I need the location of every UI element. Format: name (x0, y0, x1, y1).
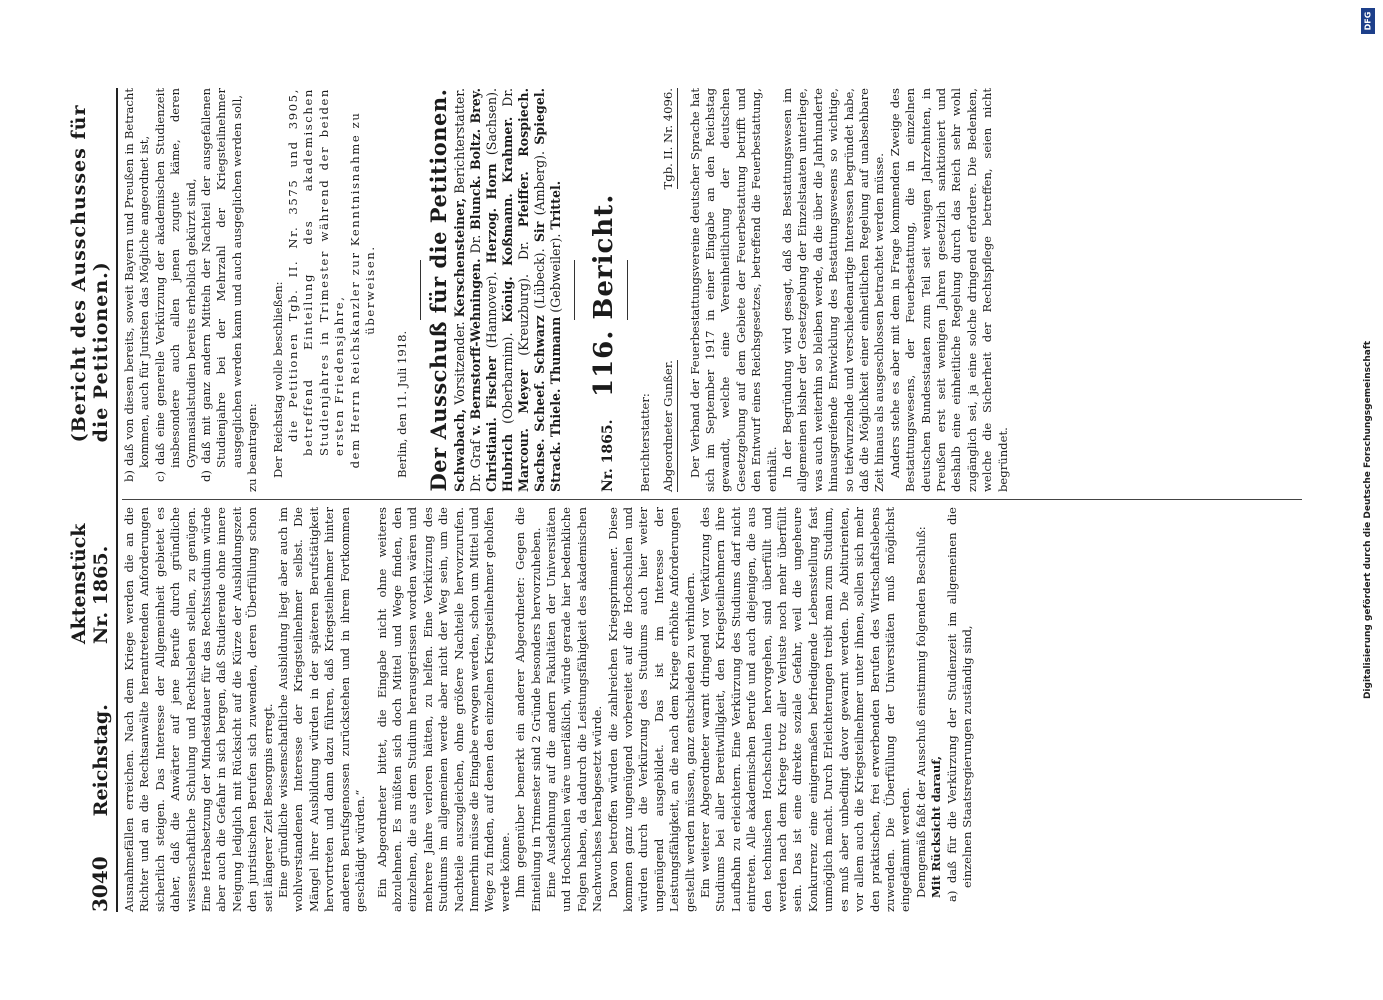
paragraph: Eine gründliche wissenschaftliche Ausbildung liegt aber auch im wohlverstandenen Interesse der Kriegsteilnehmer selbst. Die Mängel ihrer Ausbildung würden in der späteren Berufstätigkeit hervortreten und dann dazu führen, daß Kriegsteilnehmer hinter anderen Berufsgenossen zurückstehen und in ihrem Fortkommen geschädigt würden.“ (275, 507, 367, 912)
paragraph: Eine Ausdehnung auf die andern Fakultäten der Universitäten und Hochschulen wäre unerläßlich, würde gerade hier bedenkliche Folgen haben, da dadurch die Leistungsfähigkeit des akademischen Nachwuchses herabgesetzt würde. (543, 507, 604, 912)
dfg-logo: DFG (1361, 8, 1375, 34)
list-item: b) daß von diesen bereits, soweit Bayern und Preußen in Betracht kommen, auch für Juristen das Mögliche angeordnet ist, (121, 88, 151, 482)
petition-text: die Petitionen Tgb. II. Nr. 3575 und 3905, betreffend Einteilung des akademischen Studienjahres in Trimester während der beiden ersten Friedensjahre, (285, 88, 346, 456)
ausschuss-heading: Der Ausschuß für die Petitionen. (425, 88, 451, 492)
paragraph-bold: Mit Rücksicht darauf, (928, 755, 943, 898)
right-column (122, 88, 1302, 492)
tagebuch-number: Tgb. II. Nr. 4096. (661, 88, 677, 189)
separator (419, 260, 420, 320)
paragraph: Der Verband der Feuerbestattungsvereine deutscher Sprache hat sich im September 1917 in einer Eingabe an den Reichstag gewandt, welche eine Vereinheitlichung der deutschen Gesetzgebung auf dem Gebiete der Feuerbestattung betrifft und den Entwurf eines Reichsgesetzes, betreffend die Feuerbestattung, enthält. (687, 88, 779, 492)
paragraph: Ein weiterer Abgeordneter warnt dringend vor Verkürzung des Studiums bei aller Bereitwilligkeit, den Kriegsteilnehmern ihre Laufbahn zu erleichtern. Eine Verkürzung des Studiums darf nicht eintreten. Alle akademischen Berufe und auch diejenigen, die aus den technischen Hochschulen hervorgehen, sind überfüllt und werden nach dem Kriege trotz aller Verluste noch mehr überfüllt sein. Das ist eine direkte soziale Gefahr, weil die ungeheure Konkurrenz eine einigermaßen befriedigende Lebensstellung fast unmöglich macht. Durch Erleichterungen treibt man zum Studium, es muß aber unbedingt davor gewarnt werden. Die Abiturienten, vor allem auch die Kriegsteilnehmer unter ihnen, sollen sich mehr den praktischen, frei erwerbenden Berufen des Wirtschaftslebens zuwenden. Die Überfüllung der Universitäten muß möglichst eingedämmt werden. (697, 507, 912, 912)
header-bericht: (Bericht des Ausschusses für die Petitionen.) (67, 104, 112, 443)
left-column (122, 507, 1302, 912)
bericht-heading: 116. Bericht. (588, 193, 619, 397)
paragraph: Ausnahmefällen erreichen. Nach dem Kriege werden die an die Richter und an die Rechtsanwälte herantretenden Anforderungen sicherlich steigen. Das Interesse der Allgemeinheit gebietet es daher, daß die Anwärter auf jene Berufe durch gründliche wissenschaftliche Schulung und Rechtsleben stellen, zu genügen. Eine Herabsetzung der Mindestdauer für das Rechtsstudium würde aber auch die Gefahr in sich bergen, daß Studierende ohne innere Neigung lediglich mit Rücksicht auf die Kürze der Ausbildungszeit den juristischen Berufen sich zuwenden, deren Überfüllung schon seit längerer Zeit Besorgnis erregt. (121, 507, 275, 912)
paragraph: Demgemäß faßt der Ausschuß einstimmig folgenden Beschluß: (913, 526, 928, 898)
list-item: c) daß eine generelle Verkürzung der akademischen Studienzeit insbesondere auch allen jenen zugute käme, deren Gymnasialstudien bereits erheblich gekürzt sind, (152, 88, 198, 482)
digitization-stamp (1359, 0, 1377, 1000)
rotated-page (67, 70, 1312, 930)
page-number: 3040 (87, 856, 112, 912)
header-reichstag: Reichstag. (89, 704, 112, 817)
berichterstatter-name: Abgeordneter Gunßer. (661, 360, 677, 492)
paragraph: In der Begründung wird gesagt, daß das Bestattungswesen im allgemeinen bisher der Gesetzgebung der Einzelstaaten unterliege, was auch weiterhin so bleiben werde, da die über die Jahrhunderte hinausgreifende Entwicklung des Bestattungswesens so wichtige, so tiefwurzelnde und verschiedenartige Interessen begründet habe, daß die Möglichkeit einer einheitlichen Regelung auf unabsehbare Zeit hinaus als ausgeschlossen betrachtet werden müsse. (779, 88, 886, 492)
paragraph: Anders stehe es aber mit dem in Frage kommenden Zweige des Bestattungswesens, der Feuerbestattung, die in einzelnen deutschen Bundesstaaten zum Teil seit wenigen Jahrzehnten, in Preußen erst seit wenigen Jahren gesetzlich sanktioniert und deshalb eine einheitliche Regelung durch das Reich sehr wohl zugänglich sei, ja eine solche dringend erfordere. Die Bedenken, welche die Sicherheit der Rechtspflege betreffen, seien nicht begründet. (887, 88, 1010, 492)
antrag-text: zu beantragen: (244, 403, 259, 492)
ueberweisung-text: dem Herrn Reichskanzler zur Kenntnisnahme zu überweisen. (347, 111, 377, 469)
date-line: Berlin, den 11. Juli 1918. (394, 330, 408, 478)
paragraph: Ihm gegenüber bemerkt ein anderer Abgeordneter: Gegen die Einteilung in Trimester sind 2 Gründe besonders hervorzuheben. (512, 507, 543, 912)
list-item: a) daß für die Verkürzung der Studienzeit im allgemeinen die einzelnen Staatsregierungen zuständig sind, (944, 507, 974, 902)
berichterstatter-label: Berichterstatter: (637, 393, 652, 492)
header-aktenstueck: Aktenstück Nr. 1865. (67, 523, 112, 645)
beschluss-text: Der Reichstag wolle beschließen: (270, 281, 285, 478)
column-divider (122, 499, 1302, 500)
paragraph: Ein Abgeordneter bittet, die Eingabe nicht ohne weiteres abzulehnen. Es müßten sich doch Mittel und Wege finden, den einzelnen, die aus dem Studium herausgerissen worden wären und mehrere Jahre verloren hätten, zu helfen. Eine Verkürzung des Studiums im allgemeinen werde aber nicht der Weg sein, um die Nachteile auszugleichen, ohne größere Nachteile hervorzurufen. Immerhin müsse die Eingabe erwogen werden, schon um Mittel und Wege zu finden, auf denen den einzelnen Kriegsteilnehmer geholfen werde könne. (374, 507, 512, 912)
paragraph: Davon betroffen würden die zahlreichen Kriegsprimaner. Diese kommen ganz ungenügend vorbereitet auf die Hochschulen und würden durch die Verkürzung des Studiums auch hier weiter ungenügend ausgebildet. Das ist im Interesse der Leistungsfähigkeit, an die nach dem Kriege erhöhte Anforderungen gestellt werden müssen, ganz entschieden zu verhindern. (605, 507, 697, 912)
report-number-line (588, 88, 619, 492)
separator (626, 260, 627, 320)
stamp-text: Digitalisierung gefördert durch die Deutsche Forschungsgemeinschaft (1363, 340, 1373, 700)
separator (574, 260, 575, 320)
member-list: Schwabach, Vorsitzender. Kerschensteiner, Berichterstatter. Dr. Graf v. Bernstorff-Wehningen. Dr. Blunck. Boltz. Brey. Christiani. Fischer (Hannover). Herzog. Horn (Sachsen). Hubrich (Oberbarnim). König. Koßmann. Krahmer. Dr. Marcour. Meyer (Kreuzburg). Dr. Pfeiffer. Rospiech. Sachse. Scheef. Schwarz (Lübeck). Sir (Amberg). Spiegel. Strack. Thiele. Thumann (Gebweiler). Trittel. (451, 87, 563, 492)
berichterstatter-line (661, 88, 677, 492)
list-item: d) daß mit ganz andern Mitteln der Nachteil der ausgefallenen Studienjahre bei der Mehrzahl der Kriegsteilnehmer ausgeglichen werden kann und auch ausgeglichen werden soll, (198, 88, 244, 482)
page-header (67, 88, 118, 912)
aktenstueck-number: Nr. 1865. (599, 419, 616, 492)
